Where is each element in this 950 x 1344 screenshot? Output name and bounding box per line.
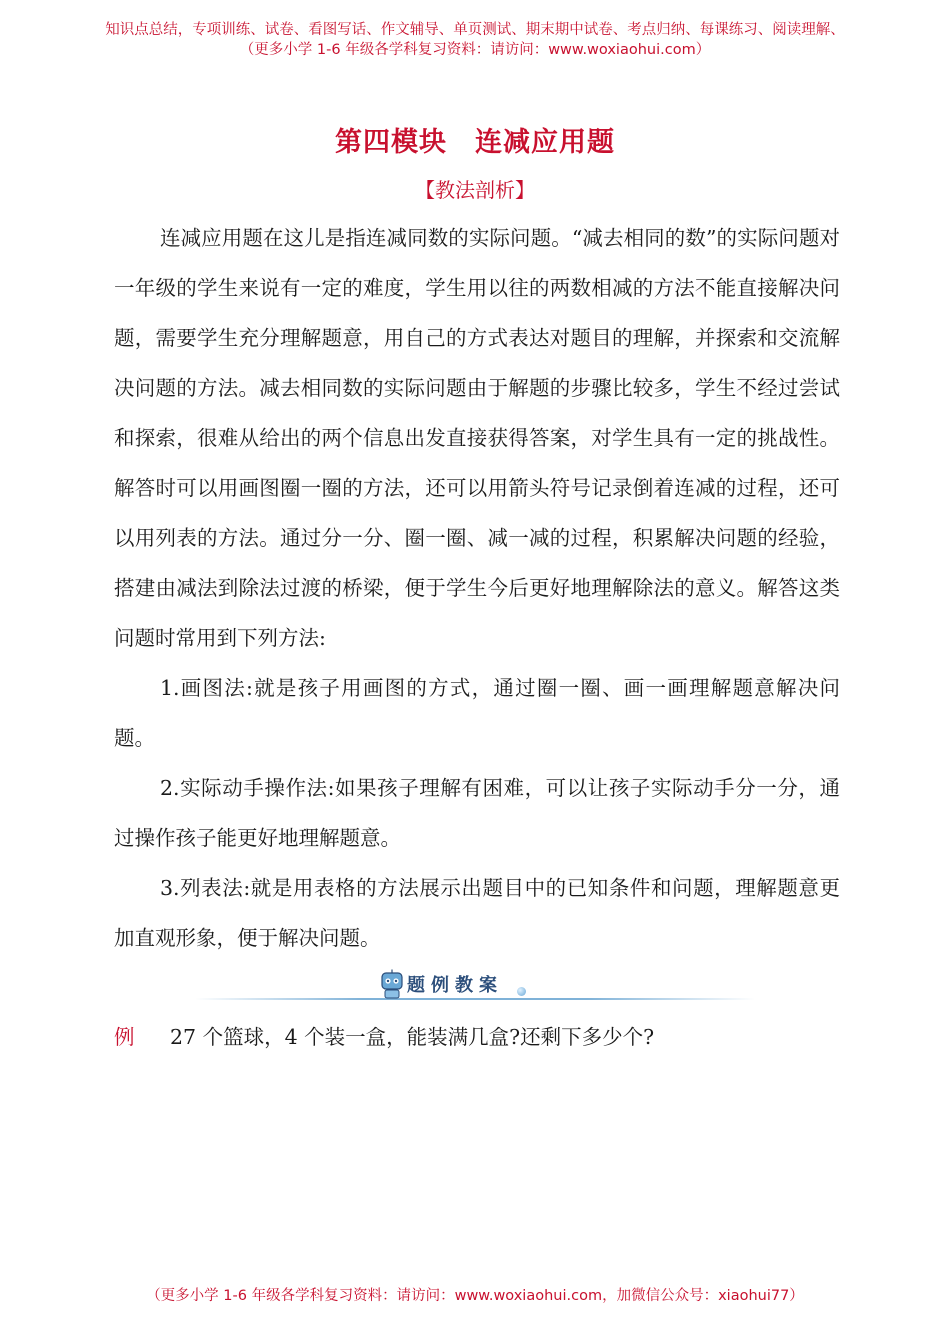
intro-paragraph: 连减应用题在这儿是指连减同数的实际问题。“减去相同的数”的实际问题对一年级的学生来说有一定的难度，学生用以往的两数相减的方法不能直接解决问题，需要学生充分理解题意，用自己的方式表达对题目的理解，并探索和交流解决问题的方法。减去相同数的实际问题由于解题的步骤比较多，学生不经过尝试和探索，很难从给出的两个信息出发直接获得答案，对学生具有一定的挑战性。解答时可以用画图圈一圈的方法，还可以用箭头符号记录倒着连减的过程，还可以用列表的方法。通过分一分、圈一圈、减一减的过程，积累解决问题的经验，搭建由减法到除法过渡的桥梁，便于学生今后更好地理解除法的意义。解答这类问题时常用到下列方法: (114, 226, 840, 650)
method-item: 1.画图法:就是孩子用画图的方式，通过圈一圈、画一画理解题意解决问题。 (114, 676, 840, 750)
header-website-line: （更多小学 1-6 年级各学科复习资料：请访问：www.woxiaohui.com） (239, 42, 711, 58)
example-banner-label: 题例教案 (407, 975, 503, 996)
example-problem (114, 1020, 654, 1050)
header-promo-line: 知识点总结，专项训练、试卷、看图写话、作文辅导、单页测试、期末期中试卷、考点归纳、每课练习、阅读理解、 (105, 22, 845, 38)
divider-line (195, 998, 755, 1000)
bubble-icon (517, 987, 526, 996)
method-item: 2.实际动手操作法:如果孩子理解有困难，可以让孩子实际动手分一分，通过操作孩子能更好地理解题意。 (114, 776, 840, 850)
robot-mascot-icon (379, 969, 405, 999)
example-marker: 例 (114, 1025, 135, 1049)
example-text: 27 个篮球，4 个装一盒，能装满几盒?还剩下多少个? (170, 1025, 655, 1049)
example-banner (195, 965, 755, 1005)
section-heading: 【教法剖析】 (415, 178, 535, 202)
method-item: 3.列表法:就是用表格的方法展示出题目中的已知条件和问题，理解题意更加直观形象，便于解决问题。 (114, 876, 840, 950)
footer-website-line: （更多小学 1-6 年级各学科复习资料：请访问：www.woxiaohui.com，加微信公众号：xiaohui77） (146, 1288, 804, 1304)
page-title: 第四模块 连减应用题 (335, 127, 615, 158)
